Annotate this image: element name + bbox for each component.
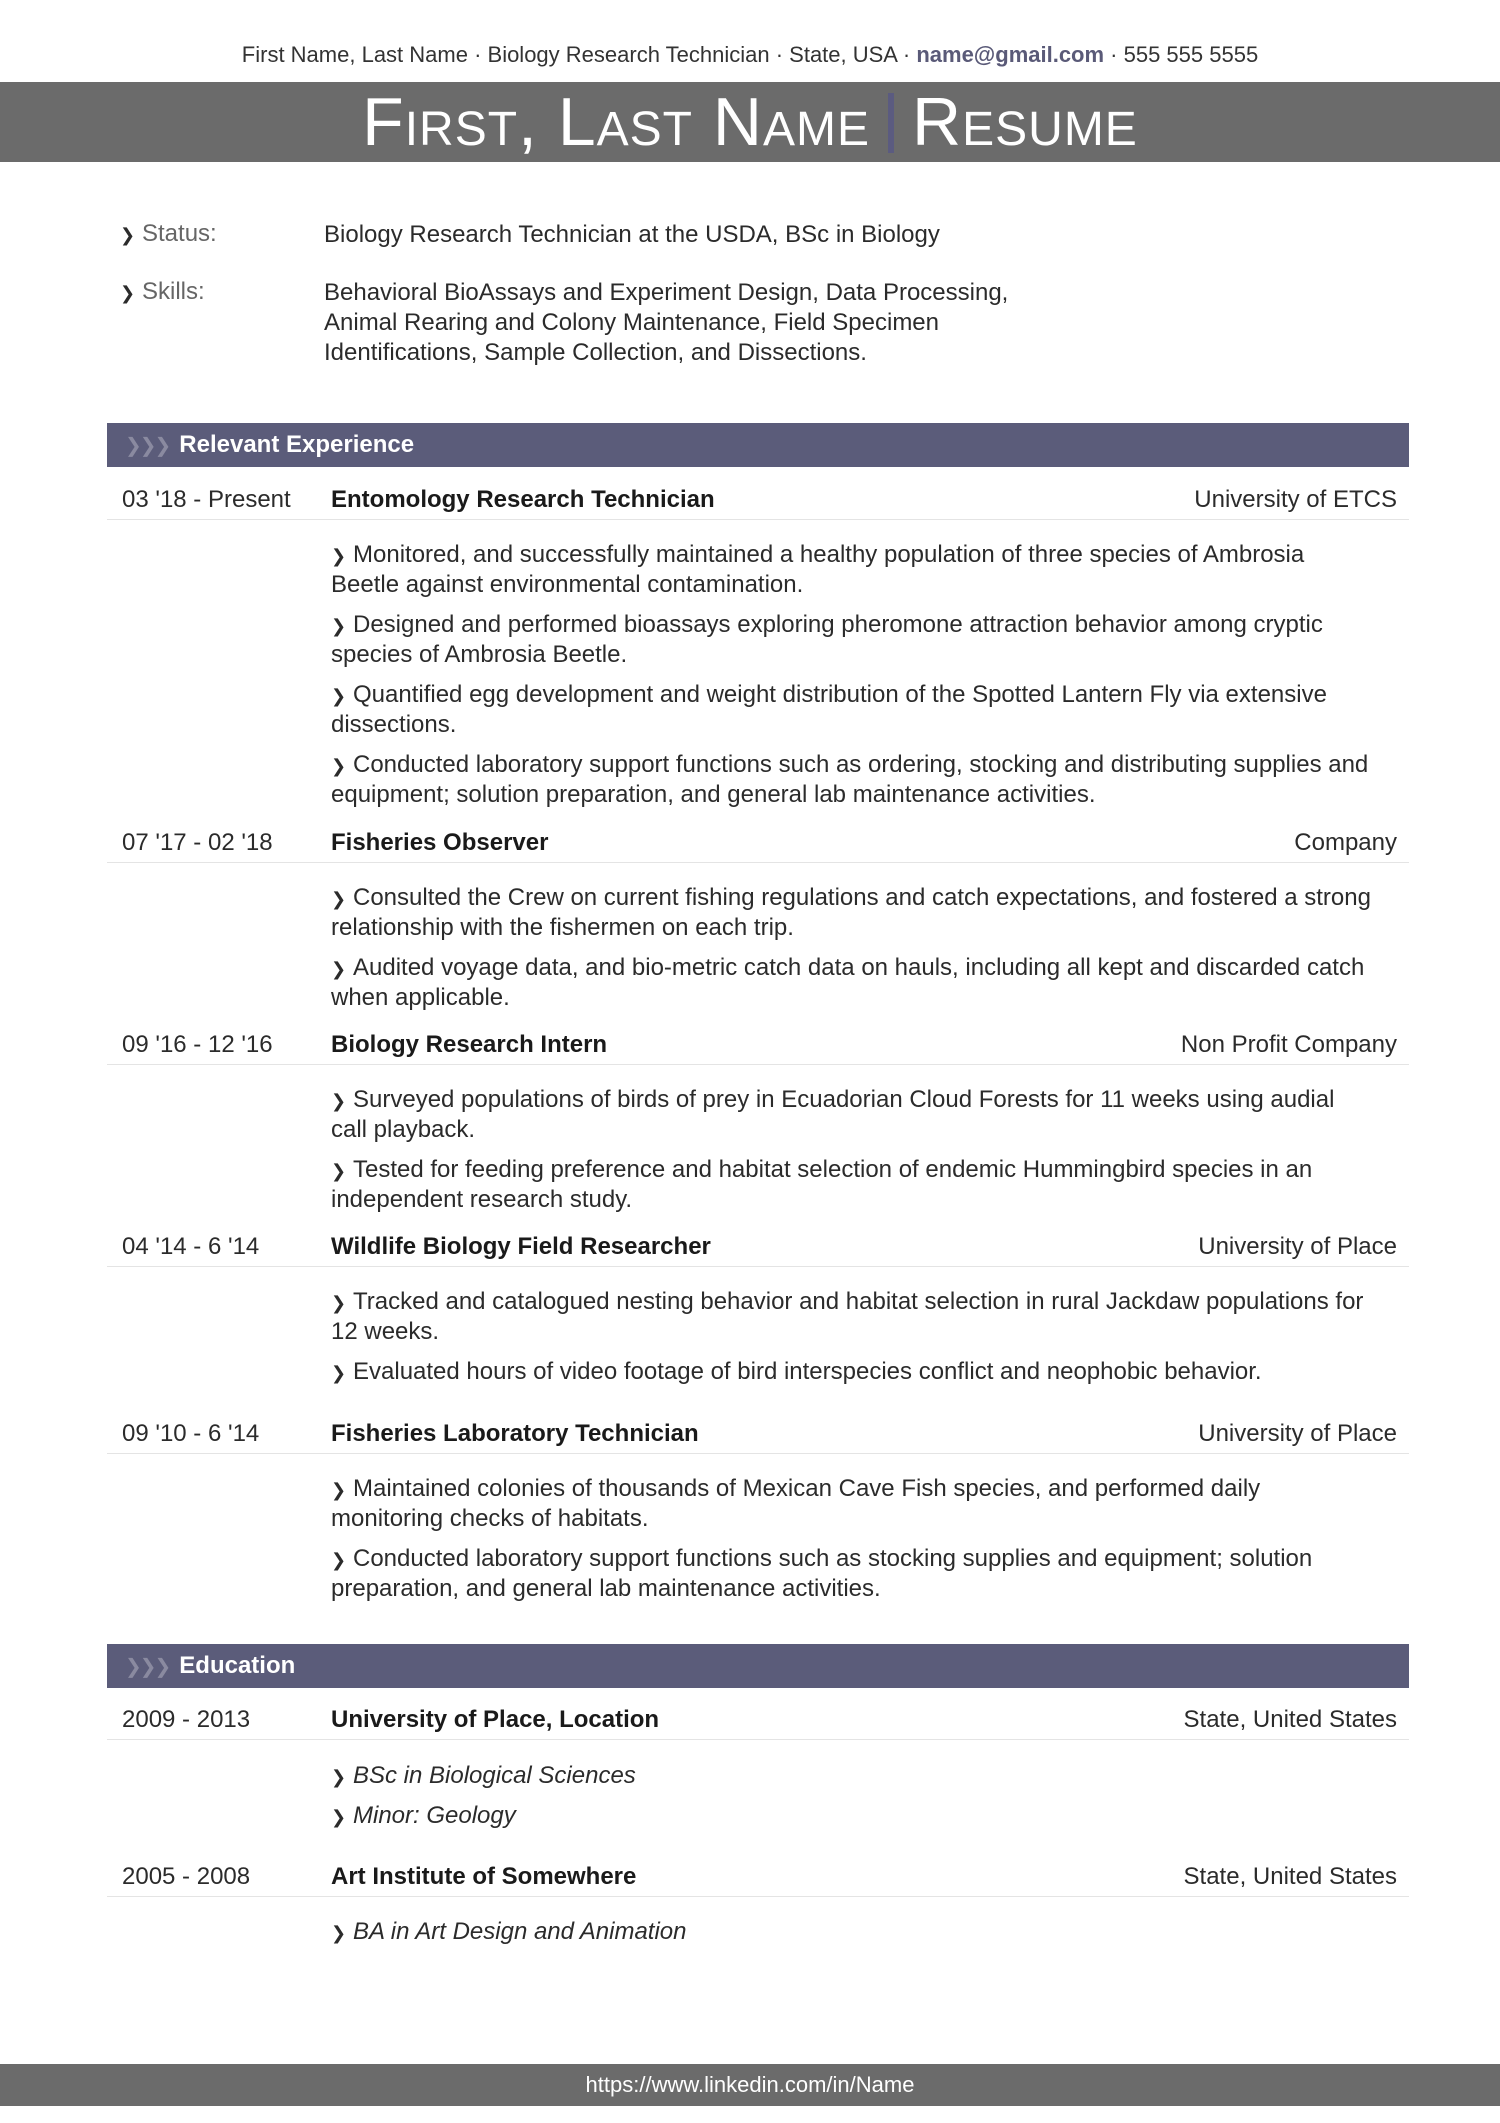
experience-entry-header <box>107 1233 1409 1267</box>
education-heading: Education <box>179 1652 296 1679</box>
list-item <box>331 540 1371 600</box>
list-item <box>331 680 1371 740</box>
skills-label: Skills: <box>142 278 205 305</box>
experience-heading: Relevant Experience <box>179 431 415 458</box>
entry-date: 09 '10 - 6 '14 <box>122 1420 260 1447</box>
list-item <box>331 883 1371 943</box>
bullet-text: Audited voyage data, and bio-metric catch data on hauls, including all kept and discarded catch when applicable. <box>331 954 1365 1011</box>
entry-org: University of ETCS <box>1194 486 1397 513</box>
entry-date: 2005 - 2008 <box>122 1863 251 1890</box>
contact-line <box>0 42 1500 68</box>
entry-date: 2009 - 2013 <box>122 1706 251 1733</box>
entry-org: University of Place <box>1198 1420 1397 1447</box>
experience-entry-header <box>107 829 1409 863</box>
bullet-text: Evaluated hours of video footage of bird interspecies conflict and neophobic behavior. <box>353 1358 1262 1385</box>
entry-date: 09 '16 - 12 '16 <box>122 1031 273 1058</box>
experience-entry-header <box>107 486 1409 520</box>
experience-entry-header <box>107 1420 1409 1454</box>
status-label-wrap <box>120 220 320 248</box>
entry-date: 04 '14 - 6 '14 <box>122 1233 260 1260</box>
email-link[interactable]: name@gmail.com <box>916 42 1105 67</box>
entry-title: Fisheries Observer <box>331 829 549 856</box>
experience-section-header <box>107 423 1409 467</box>
list-item <box>331 1917 1371 1947</box>
chevron-right-icon: ❯ <box>331 959 347 979</box>
title-divider <box>888 93 894 153</box>
list-item <box>331 1544 1371 1604</box>
list-item <box>331 1474 1371 1534</box>
bullet-text: Designed and performed bioassays exploring pheromone attraction behavior among cryptic species of Ambrosia Beetle. <box>331 611 1323 668</box>
triple-chevron-icon: ❯❯❯ <box>125 435 170 457</box>
list-item <box>331 750 1371 810</box>
chevron-right-icon: ❯ <box>331 1480 347 1500</box>
chevron-right-icon: ❯ <box>331 1923 347 1943</box>
list-item <box>331 1801 1371 1831</box>
entry-org: University of Place <box>1198 1233 1397 1260</box>
entry-title: Fisheries Laboratory Technician <box>331 1420 699 1447</box>
chevron-right-icon: ❯ <box>331 686 347 706</box>
bullet-text: Monitored, and successfully maintained a healthy population of three species of Ambrosia Beetle against environmental contamination. <box>331 541 1305 598</box>
bullet-text: Conducted laboratory support functions such as stocking supplies and equipment; solution preparation, and general lab maintenance activities. <box>331 1545 1313 1602</box>
chevron-right-icon: ❯ <box>331 1807 347 1827</box>
chevron-right-icon: ❯ <box>331 1293 347 1313</box>
list-item <box>331 953 1371 1013</box>
entry-title: Art Institute of Somewhere <box>331 1863 637 1890</box>
bullet-text: Consulted the Crew on current fishing regulations and catch expectations, and fostered a strong relationship with the fishermen on each trip. <box>331 884 1371 941</box>
chevron-right-icon: ❯ <box>331 1767 347 1787</box>
entry-title: Wildlife Biology Field Researcher <box>331 1233 711 1260</box>
entry-org: State, United States <box>1183 1863 1397 1890</box>
chevron-right-icon: ❯ <box>331 756 347 776</box>
entry-title: Entomology Research Technician <box>331 486 715 513</box>
chevron-right-icon: ❯ <box>331 1550 347 1570</box>
bullet-text: Quantified egg development and weight distribution of the Spotted Lantern Fly via extensive dissections. <box>331 681 1327 738</box>
bullet-text: Tracked and catalogued nesting behavior and habitat selection in rural Jackdaw populations for 12 weeks. <box>331 1288 1364 1345</box>
footer-bar <box>0 2064 1500 2106</box>
education-entry-header <box>107 1706 1409 1740</box>
chevron-right-icon: ❯ <box>331 1363 347 1383</box>
chevron-right-icon: ❯ <box>331 546 347 566</box>
bullet-text: BA in Art Design and Animation <box>353 1918 687 1945</box>
chevron-right-icon: ❯ <box>331 1161 347 1181</box>
entry-title: Biology Research Intern <box>331 1031 608 1058</box>
bullet-text: Tested for feeding preference and habitat selection of endemic Hummingbird species in an independent research study. <box>331 1156 1313 1213</box>
name-title: First, Last Name <box>362 84 871 160</box>
skills-value: Behavioral BioAssays and Experiment Design, Data Processing, Animal Rearing and Colony Maintenance, Field Specimen Identifications, Sample Collection, and Dissections. <box>324 279 1009 366</box>
bullet-text: BSc in Biological Sciences <box>353 1762 636 1789</box>
chevron-right-icon: ❯ <box>331 616 347 636</box>
bullet-text: Minor: Geology <box>353 1802 516 1829</box>
entry-org: Non Profit Company <box>1180 1031 1397 1058</box>
bullet-text: Surveyed populations of birds of prey in Ecuadorian Cloud Forests for 11 weeks using audial call playback. <box>331 1086 1335 1143</box>
list-item <box>331 610 1371 670</box>
experience-entry-header <box>107 1031 1409 1065</box>
entry-date: 07 '17 - 02 '18 <box>122 829 273 856</box>
chevron-right-icon: ❯ <box>331 889 347 909</box>
entry-org: State, United States <box>1183 1706 1397 1733</box>
bullet-text: Conducted laboratory support functions such as ordering, stocking and distributing supplies and equipment; solution preparation, and general lab maintenance activities. <box>331 751 1369 808</box>
list-item <box>331 1085 1371 1145</box>
entry-title: University of Place, Location <box>331 1706 660 1733</box>
entry-org: Company <box>1294 829 1397 856</box>
contact-prefix: First Name, Last Name · Biology Research Technician · State, USA · <box>241 42 917 67</box>
list-item <box>331 1761 1371 1791</box>
linkedin-link[interactable]: https://www.linkedin.com/in/Name <box>585 2072 915 2097</box>
triple-chevron-icon: ❯❯❯ <box>125 1656 170 1678</box>
list-item <box>331 1155 1371 1215</box>
skills-label-wrap <box>120 278 320 306</box>
status-label: Status: <box>142 220 217 247</box>
bullet-text: Maintained colonies of thousands of Mexican Cave Fish species, and performed daily monitoring checks of habitats. <box>331 1475 1261 1532</box>
chevron-right-icon: ❯ <box>120 225 136 245</box>
chevron-right-icon: ❯ <box>331 1091 347 1111</box>
resume-title: Resume <box>912 84 1138 160</box>
chevron-right-icon: ❯ <box>120 283 136 303</box>
entry-date: 03 '18 - Present <box>122 486 291 513</box>
title-banner <box>0 82 1500 162</box>
list-item <box>331 1357 1371 1387</box>
education-entry-header <box>107 1863 1409 1897</box>
contact-suffix: · 555 555 5555 <box>1104 42 1259 67</box>
list-item <box>331 1287 1371 1347</box>
status-value: Biology Research Technician at the USDA, BSc in Biology <box>324 221 940 248</box>
education-section-header <box>107 1644 1409 1688</box>
